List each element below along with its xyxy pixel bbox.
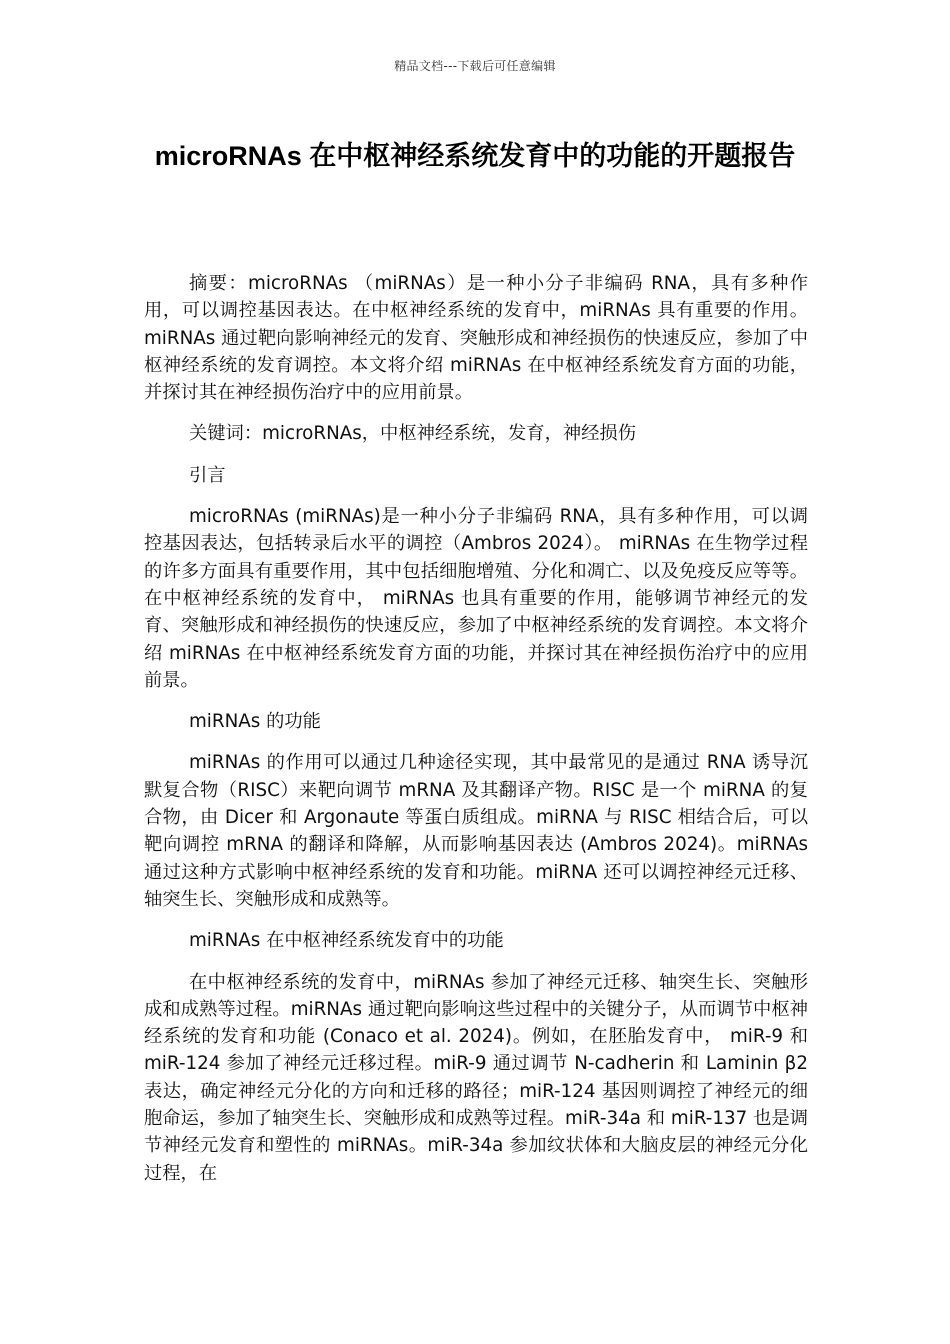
introduction-paragraph: microRNAs (miRNAs)是一种小分子非编码 RNA，具有多种作用，可以调控基因表达，包括转录后水平的调控（Ambros 2024）。 miRNAs 在生物学过程的许多方面具有重要作用，其中包括细胞增殖、分化和凋亡、以及免疫反应等等。在中枢神经系统的发育中， miRNAs 也具有重要的作用，能够调节神经元的发育、突触形成和神经损伤的快速反应，参加了中枢神经系统的发育调控。本文将介绍 miRNAs 在中枢神经系统发育方面的功能，并探讨其在神经损伤治疗中的应用前景。 (144, 506, 808, 691)
page-header-watermark: 精品文档---下载后可任意编辑 (394, 59, 556, 73)
document-title: microRNAs 在中枢神经系统发育中的功能的开题报告 (154, 141, 796, 171)
section-heading-cns-development: miRNAs 在中枢神经系统发育中的功能 (189, 930, 504, 952)
keywords-line: 关键词：microRNAs，中枢神经系统，发育，神经损伤 (189, 423, 636, 445)
section-heading-introduction: 引言 (189, 464, 226, 486)
document-body (144, 270, 808, 1201)
abstract-paragraph: 摘要：microRNAs （miRNAs）是一种小分子非编码 RNA，具有多种作用，可以调控基因表达。在中枢神经系统的发育中，miRNAs 具有重要的作用。 miRNAs 通过靶向影响神经元的发育、突触形成和神经损伤的快速反应，参加了中枢神经系统的发育调控。本文将介绍 miRNAs 在中枢神经系统发育方面的功能，并探讨其在神经损伤治疗中的应用前景。 (144, 273, 808, 404)
cns-development-paragraph: 在中枢神经系统的发育中，miRNAs 参加了神经元迁移、轴突生长、突触形成和成熟等过程。miRNAs 通过靶向影响这些过程中的关键分子，从而调节中枢神经系统的发育和功能 (Conaco et al. 2024)。例如，在胚胎发育中， miR-9 和 miR-124 参加了神经元迁移过程。miR-9 通过调节 N-cadherin 和 Laminin β2 表达，确定神经元分化的方向和迁移的路径；miR-124 基因则调控了神经元的细胞命运，参加了轴突生长、突触形成和成熟等过程。miR-34a 和 miR-137 也是调节神经元发育和塑性的 miRNAs。miR-34a 参加纹状体和大脑皮层的神经元分化过程，在 (144, 971, 808, 1184)
section-heading-mirna-function: miRNAs 的功能 (189, 711, 321, 733)
mirna-function-paragraph: miRNAs 的作用可以通过几种途径实现，其中最常见的是通过 RNA 诱导沉默复合物（RISC）来靶向调节 mRNA 及其翻译产物。RISC 是一个 miRNA 的复合物，由 Dicer 和 Argonaute 等蛋白质组成。miRNA 与 RISC 相结合后，可以靶向调控 mRNA 的翻译和降解，从而影响基因表达 (Ambros 2024)。miRNAs 通过这种方式影响中枢神经系统的发育和功能。miRNA 还可以调控神经元迁移、轴突生长、突触形成和成熟等。 (144, 752, 808, 910)
